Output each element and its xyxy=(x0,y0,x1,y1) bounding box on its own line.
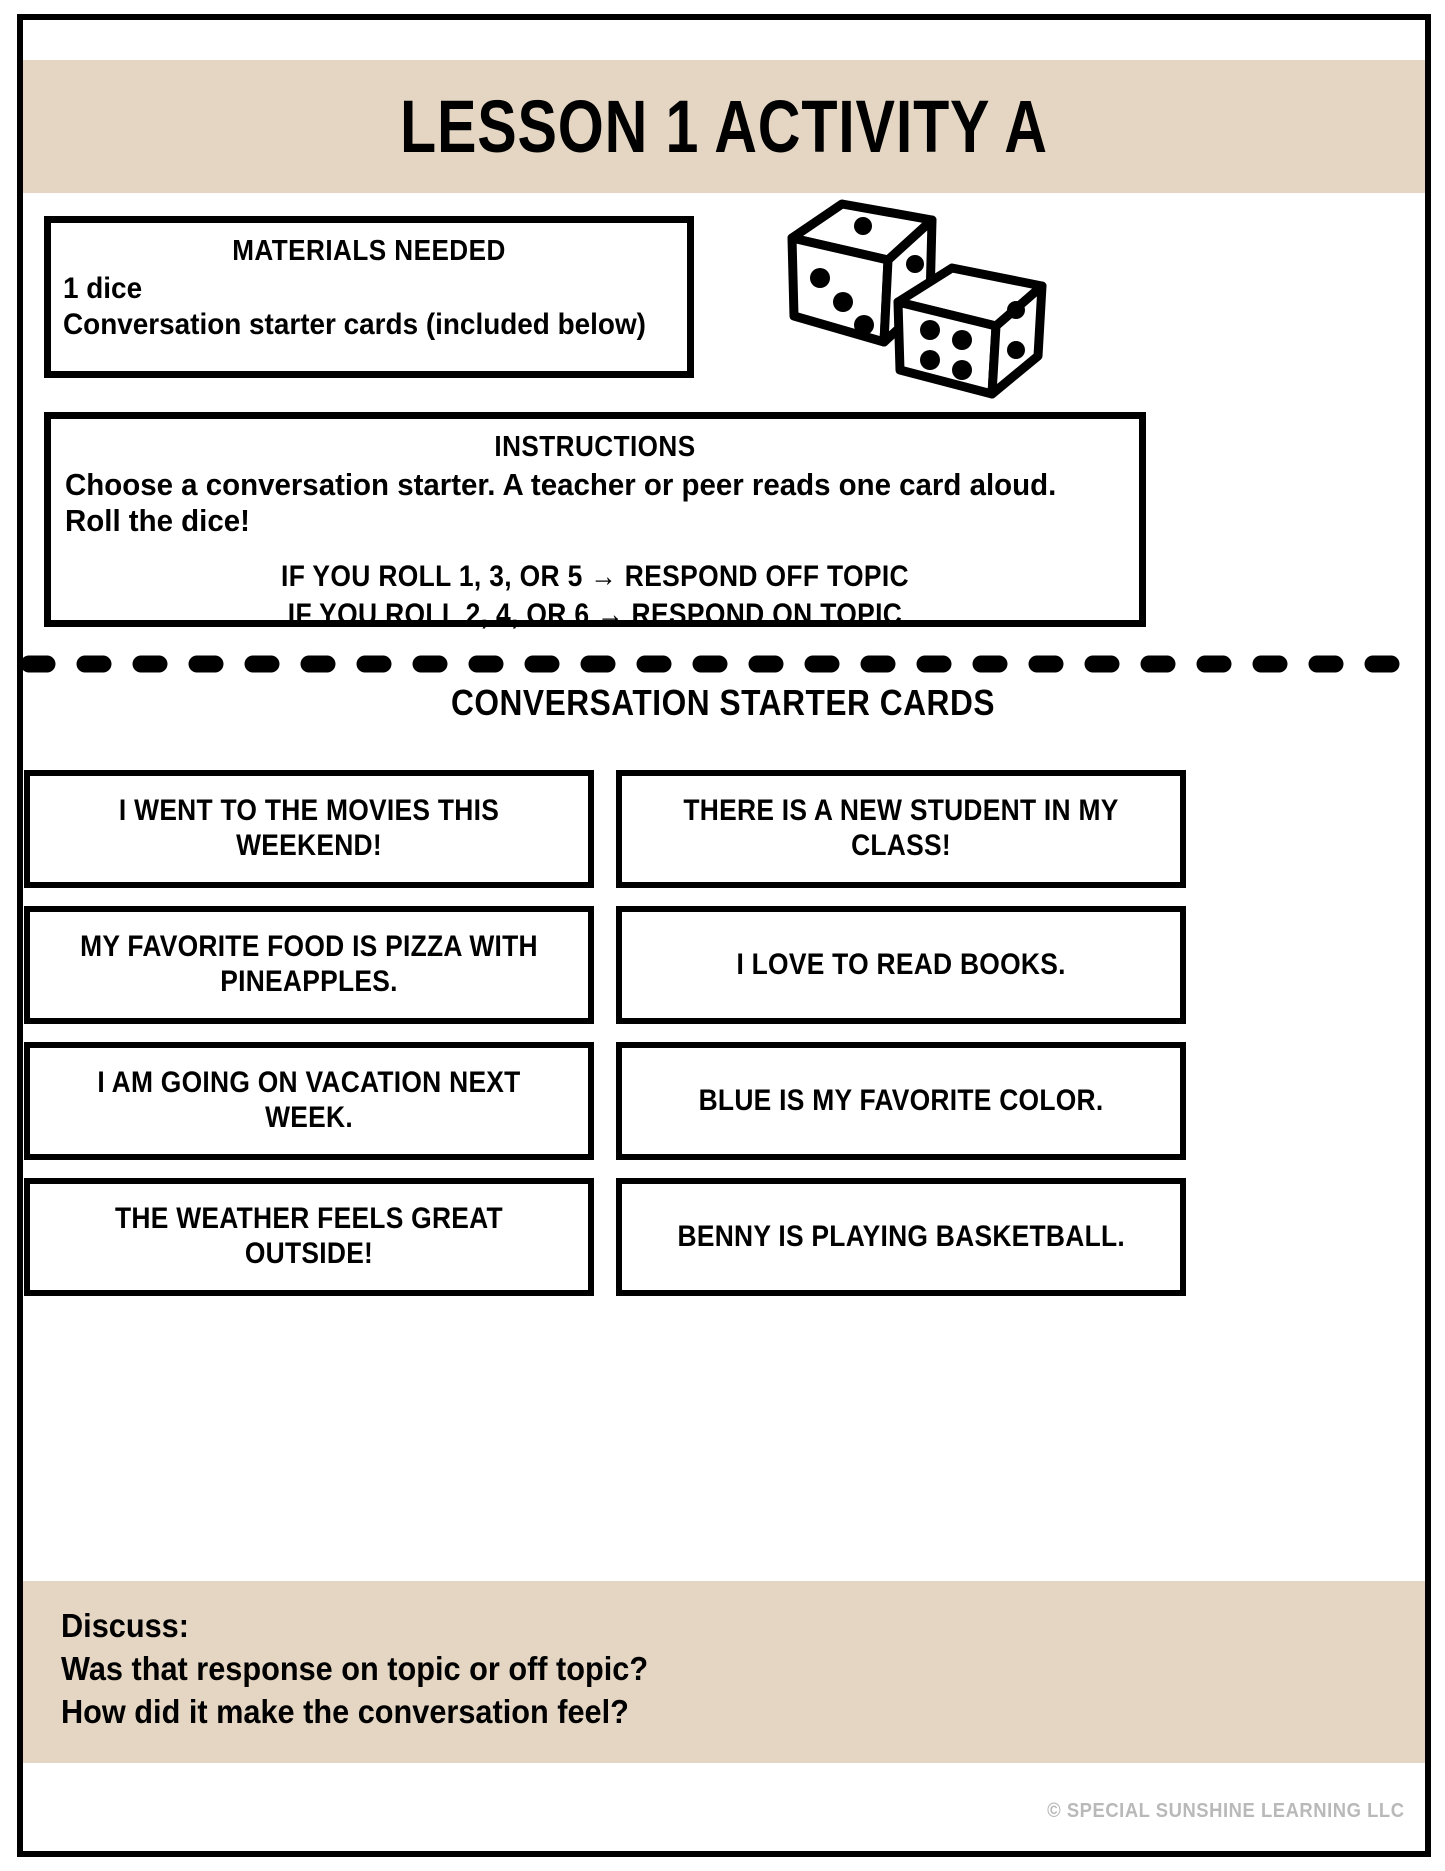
starter-card[interactable] xyxy=(24,770,594,888)
dashed-cut-line xyxy=(23,655,1423,673)
starter-card-text: THE WEATHER FEELS GREAT OUTSIDE! xyxy=(115,1202,503,1270)
page-border-top xyxy=(17,14,1431,20)
discuss-question-2: How did it make the conversation feel? xyxy=(61,1692,629,1730)
starter-card[interactable] xyxy=(616,906,1186,1024)
cards-section-heading: CONVERSATION STARTER CARDS xyxy=(450,682,996,723)
roll-rule-odd: IF YOU ROLL 1, 3, OR 5 → RESPOND OFF TOPIC xyxy=(281,559,909,593)
starter-card[interactable] xyxy=(616,1042,1186,1160)
instructions-body: Choose a conversation starter. A teacher or peer reads one card aloud. Roll the dice! xyxy=(65,467,1057,538)
header-band xyxy=(23,60,1425,193)
discuss-question-1: Was that response on topic or off topic? xyxy=(61,1649,649,1687)
copyright-notice: © SPECIAL SUNSHINE LEARNING LLC xyxy=(1047,1800,1405,1822)
instructions-heading: INSTRUCTIONS xyxy=(494,431,696,463)
starter-card-text: I AM GOING ON VACATION NEXT WEEK. xyxy=(97,1066,521,1134)
conversation-starter-cards-grid xyxy=(24,770,1186,1296)
instructions-box xyxy=(44,412,1146,632)
materials-item-1: 1 dice xyxy=(63,272,143,306)
starter-card-text: BENNY IS PLAYING BASKETBALL. xyxy=(677,1219,1125,1253)
discuss-label: Discuss: xyxy=(61,1607,189,1644)
roll-rules xyxy=(65,558,1125,635)
materials-item-2: Conversation starter cards (included below) xyxy=(63,307,646,341)
roll-rule-even: IF YOU ROLL 2, 4, OR 6 → RESPOND ON TOPIC xyxy=(287,598,903,632)
starter-card-text: I LOVE TO READ BOOKS. xyxy=(736,947,1066,981)
starter-card[interactable] xyxy=(24,1178,594,1296)
starter-card-text: BLUE IS MY FAVORITE COLOR. xyxy=(698,1083,1104,1117)
dice-svg xyxy=(780,190,1080,405)
starter-card[interactable] xyxy=(24,1042,594,1160)
page-border-bottom xyxy=(17,1851,1431,1857)
page-border-right xyxy=(1425,14,1431,1857)
starter-card-text: I WENT TO THE MOVIES THIS WEEKEND! xyxy=(118,794,500,862)
dashed-line-svg xyxy=(23,655,1423,673)
starter-card[interactable] xyxy=(616,770,1186,888)
starter-card[interactable] xyxy=(616,1178,1186,1296)
materials-heading: MATERIALS NEEDED xyxy=(232,235,506,267)
starter-card[interactable] xyxy=(24,906,594,1024)
starter-card-text: THERE IS A NEW STUDENT IN MY CLASS! xyxy=(683,794,1119,862)
starter-card-text: MY FAVORITE FOOD IS PIZZA WITH PINEAPPLES. xyxy=(80,930,538,998)
two-dice-illustration xyxy=(780,190,1080,405)
page-title: LESSON 1 ACTIVITY A xyxy=(400,84,1048,168)
discuss-footer-band xyxy=(23,1581,1425,1763)
materials-box xyxy=(44,216,694,378)
